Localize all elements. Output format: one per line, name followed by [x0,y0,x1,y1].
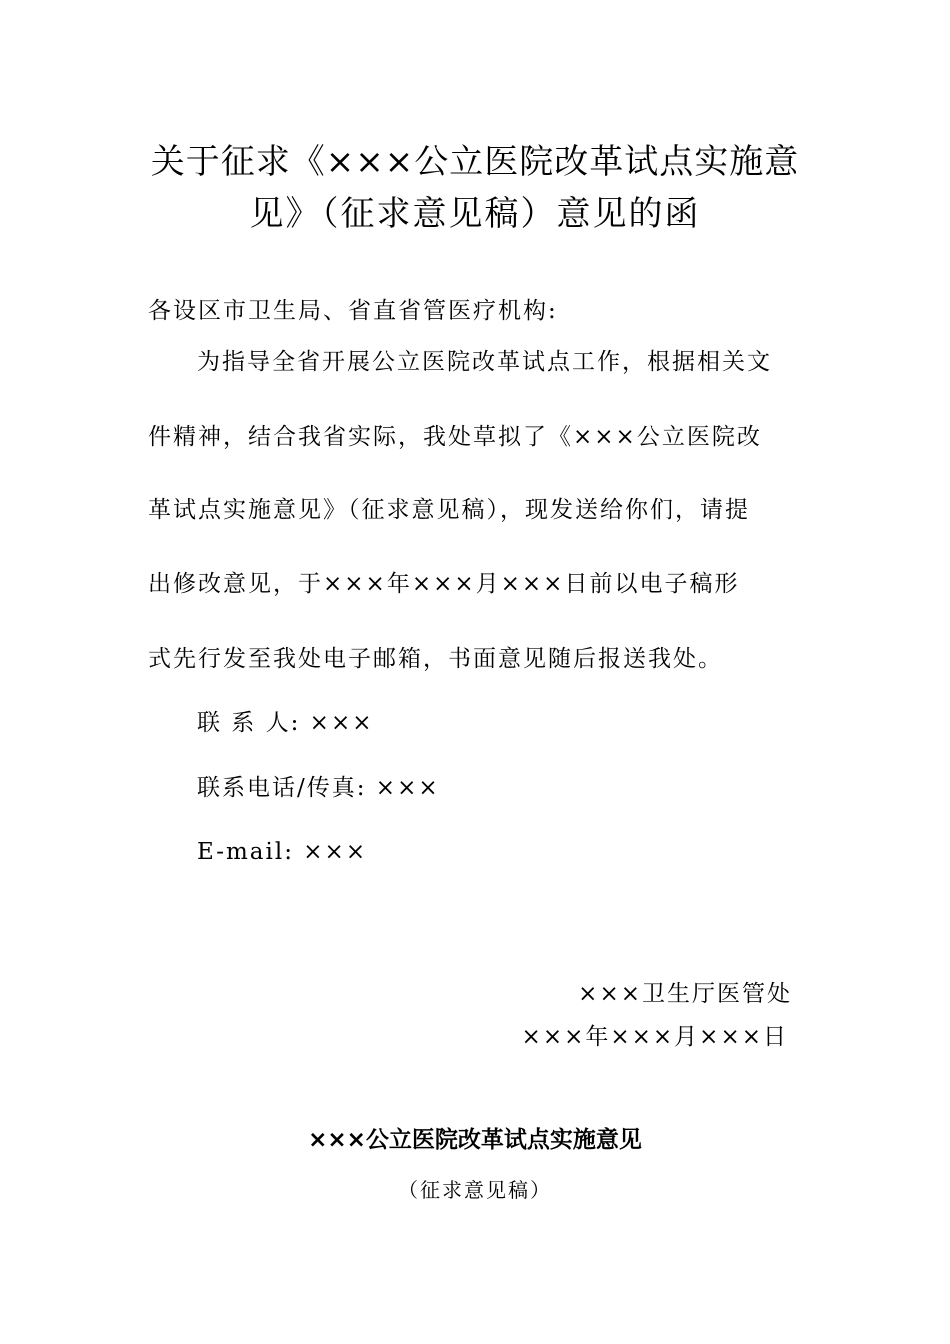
body-line-1: 为指导全省开展公立医院改革试点工作，根据相关文 [197,349,772,375]
signature-organization: ×××卫生厅医管处 [578,981,792,1007]
salutation: 各设区市卫生局、省直省管医疗机构: [148,298,558,324]
letter-title-line-2: 见》（征求意见稿）意见的函 [249,194,701,234]
contact-email: E-mail: ××× [197,839,368,865]
contact-person: 联 系 人: ××× [197,710,374,736]
contact-phone: 联系电话/传真: ××× [197,775,440,801]
body-line-2: 件精神，结合我省实际，我处草拟了《×××公立医院改 [148,424,762,450]
body-line-4: 出修改意见，于×××年×××月×××日前以电子稿形 [148,571,740,597]
signature-date: ×××年×××月×××日 [521,1024,788,1050]
attachment-title: ×××公立医院改革试点实施意见 [308,1127,642,1153]
attachment-note: （征求意见稿） [398,1178,552,1202]
letter-title-line-1: 关于征求《×××公立医院改革试点实施意 [150,142,800,182]
body-line-3: 革试点实施意见》（征求意见稿），现发送给你们，请提 [148,497,750,523]
body-line-5: 式先行发至我处电子邮箱，书面意见随后报送我处。 [148,646,723,672]
